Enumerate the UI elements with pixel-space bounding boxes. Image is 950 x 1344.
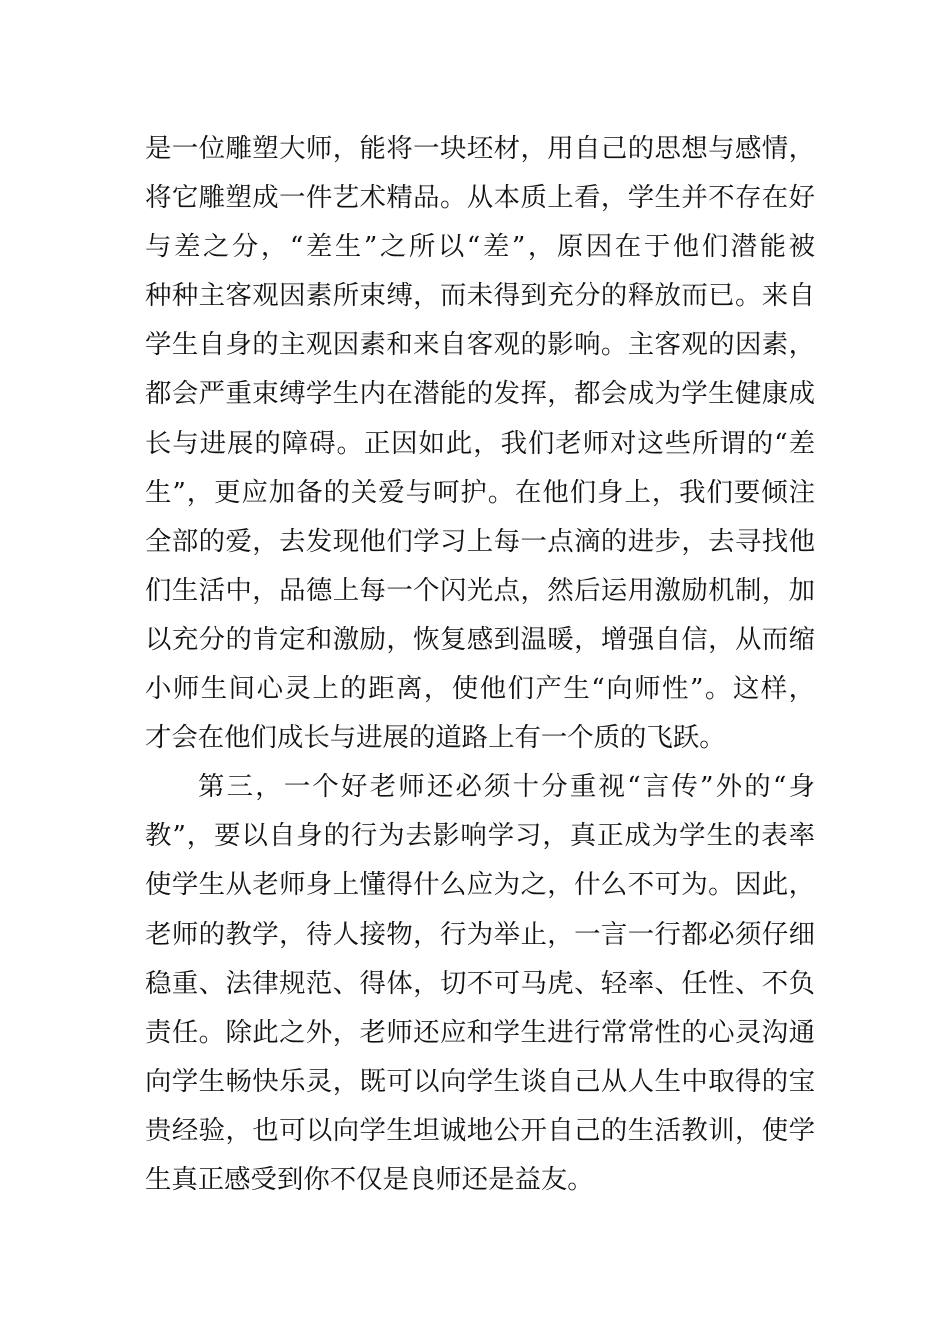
text-line-10: 们生活中，品德上每一个闪光点，然后运用激励机制，加	[145, 574, 815, 606]
text-line-22: 生真正感受到你不仅是良师还是益友。	[145, 1163, 594, 1195]
text-line-17: 老师的教学，待人接物，行为举止，一言一行都必须仔细	[145, 918, 815, 950]
text-line-2: 将它雕塑成一件艺术精品。从本质上看，学生并不存在好	[145, 182, 815, 214]
text-line-7: 长与进展的障碍。正因如此，我们老师对这些所谓的“差	[145, 427, 815, 459]
text-line-5: 学生自身的主观因素和来自客观的影响。主客观的因素，	[145, 329, 815, 361]
text-line-13: 才会在他们成长与进展的道路上有一个质的飞跃。	[145, 722, 726, 754]
text-line-4: 种种主客观因素所束缚，而未得到充分的释放而已。来自	[145, 280, 815, 312]
text-line-6: 都会严重束缚学生内在潜能的发挥，都会成为学生健康成	[145, 378, 815, 410]
text-line-9: 全部的爱，去发现他们学习上每一点滴的进步，去寻找他	[145, 525, 815, 557]
body-text	[145, 124, 815, 1204]
paragraph-start-line: 第三，一个好老师还必须十分重视“言传”外的“身	[198, 771, 815, 803]
text-line-21: 贵经验，也可以向学生坦诚地公开自己的生活教训，使学	[145, 1114, 815, 1146]
text-line-1: 是一位雕塑大师，能将一块坯材，用自己的思想与感情，	[145, 133, 815, 164]
text-line-15: 教”，要以自身的行为去影响学习，真正成为学生的表率	[145, 820, 815, 852]
text-line-20: 向学生畅快乐灵，既可以向学生谈自己从人生中取得的宝	[145, 1065, 815, 1097]
text-line-3: 与差之分，“差生”之所以“差”，原因在于他们潜能被	[145, 231, 815, 263]
text-line-18: 稳重、法律规范、得体，切不可马虎、轻率、任性、不负	[145, 967, 815, 999]
text-line-16: 使学生从老师身上懂得什么应为之，什么不可为。因此，	[145, 869, 815, 901]
text-line-8: 生”，更应加备的关爱与呵护。在他们身上，我们要倾注	[145, 476, 815, 508]
text-line-12: 小师生间心灵上的距离，使他们产生“向师性”。这样，	[145, 673, 815, 705]
text-line-11: 以充分的肯定和激励，恢复感到温暖，增强自信，从而缩	[145, 623, 815, 655]
text-line-19: 责任。除此之外，老师还应和学生进行常常性的心灵沟通	[145, 1016, 815, 1048]
